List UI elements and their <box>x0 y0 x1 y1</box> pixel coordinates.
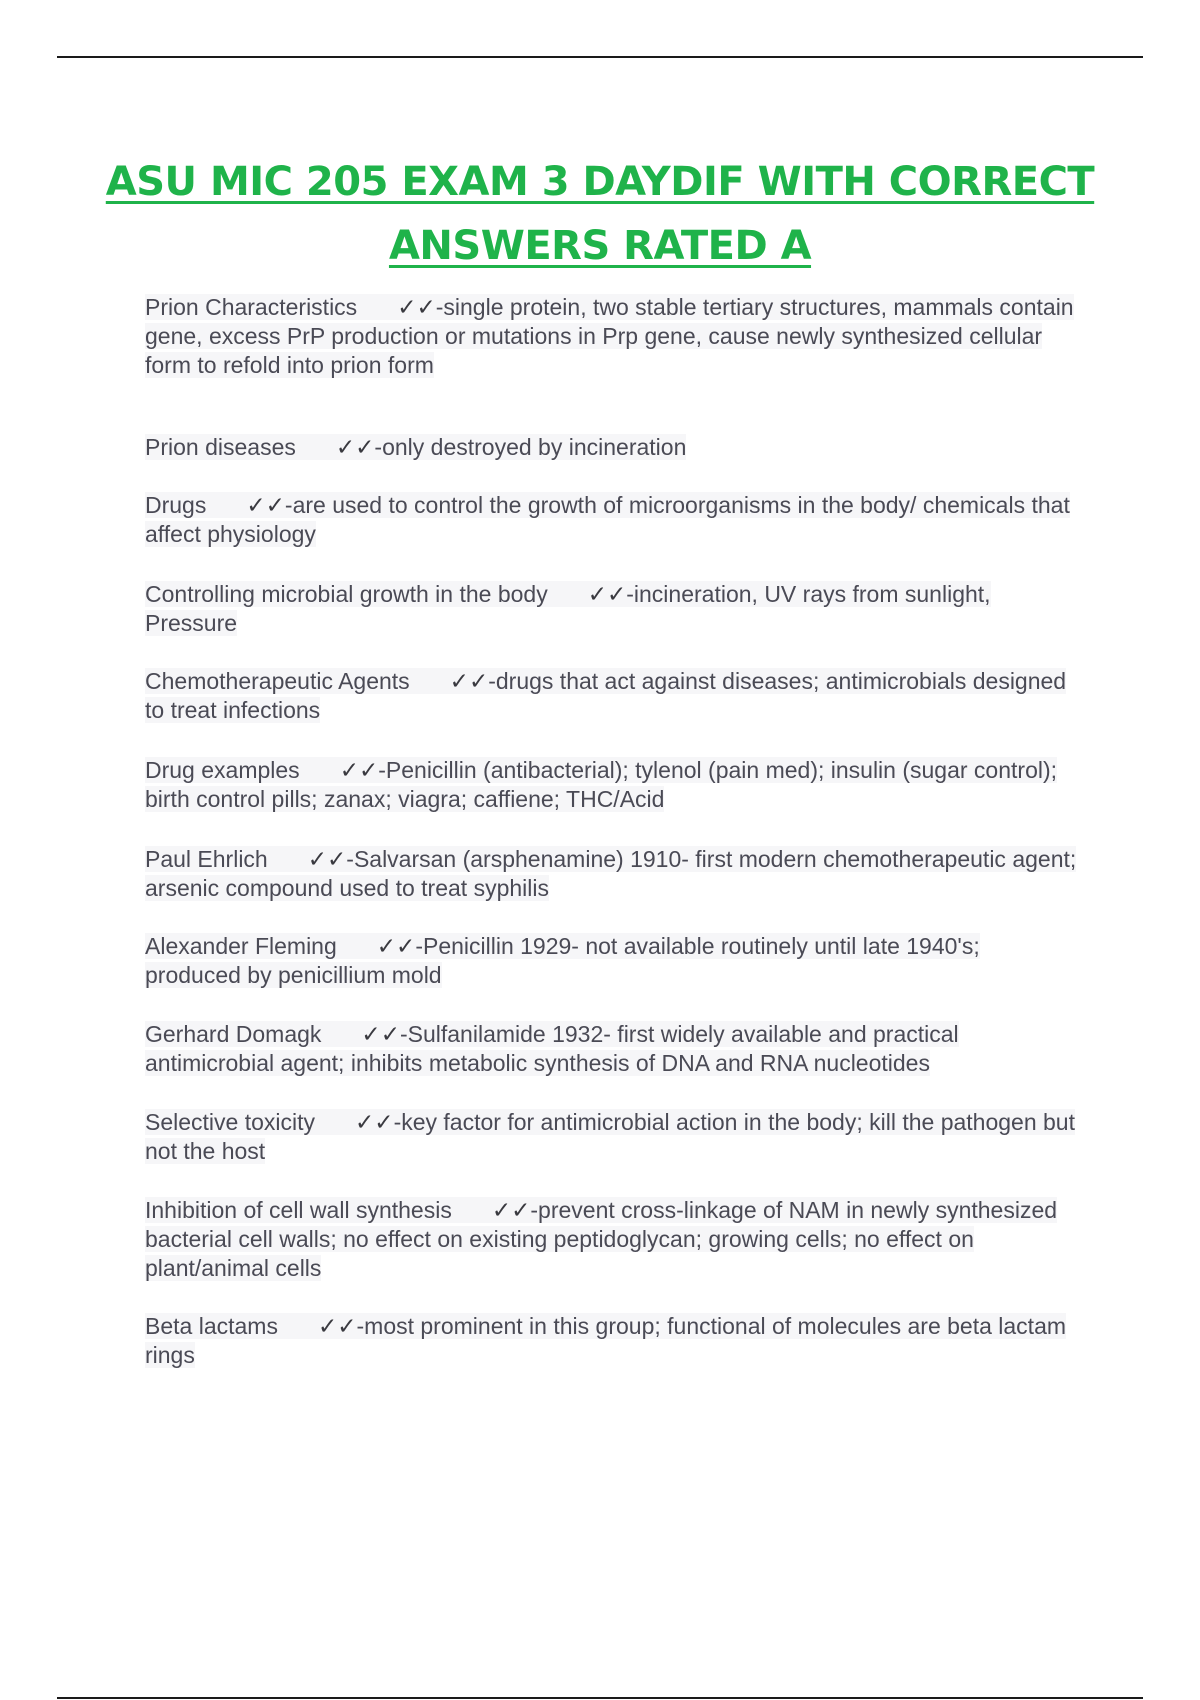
check-mark-icon: ✓✓ <box>355 1109 394 1135</box>
entry-gerhard-domagk <box>145 1020 1080 1078</box>
entry-answer: -only destroyed by incineration <box>374 434 687 460</box>
check-mark-icon: ✓✓ <box>339 757 379 783</box>
entry-term: Selective toxicity <box>145 1109 316 1135</box>
entry-alexander-fleming <box>145 932 1080 990</box>
title-line-2: ANSWERS RATED A <box>388 223 812 269</box>
entry-answer: -key factor for antimicrobial action in the body; kill the pathogen but not the host <box>145 1109 1075 1164</box>
check-mark-icon: ✓✓ <box>246 492 285 518</box>
entry-chemotherapeutic-agents <box>145 667 1080 725</box>
check-mark-icon: ✓✓ <box>491 1197 531 1223</box>
entry-answer: -Penicillin (antibacterial); tylenol (pain med); insulin (sugar control); birth control pills; zanax; viagra; caffiene; THC/Acid <box>145 757 1058 812</box>
entry-answer: -prevent cross-linkage of NAM in newly synthesized bacterial cell walls; no effect on existing peptidoglycan; growing cells; no effect on plant/animal cells <box>145 1197 1058 1281</box>
entry-term: Drug examples <box>145 757 300 783</box>
bottom-rule <box>57 1697 1143 1699</box>
entry-term: Beta lactams <box>145 1313 278 1339</box>
entry-controlling-microbial-growth <box>145 580 1080 638</box>
page-title <box>100 150 1100 278</box>
entry-term: Inhibition of cell wall synthesis <box>145 1197 452 1223</box>
entry-paul-ehrlich <box>145 845 1080 903</box>
check-mark-icon: ✓✓ <box>317 1313 357 1339</box>
check-mark-icon: ✓✓ <box>449 668 489 694</box>
entry-term: Controlling microbial growth in the body <box>145 581 548 607</box>
entry-drug-examples <box>145 756 1080 814</box>
entry-answer: -drugs that act against diseases; antimicrobials designed to treat infections <box>145 668 1067 723</box>
entry-answer: -Salvarsan (arsphenamine) 1910- first modern chemotherapeutic agent; arsenic compound used to treat syphilis <box>145 846 1077 901</box>
check-mark-icon: ✓✓ <box>587 581 627 607</box>
check-mark-icon: ✓✓ <box>361 1021 400 1047</box>
entry-answer: -Penicillin 1929- not available routinely until late 1940's; produced by penicillium mold <box>145 933 980 988</box>
entry-term: Alexander Fleming <box>145 933 337 959</box>
entry-drugs <box>145 491 1080 549</box>
entry-answer: -most prominent in this group; functional of molecules are beta lactam rings <box>145 1313 1067 1368</box>
entry-term: Prion diseases <box>145 434 296 460</box>
entry-prion-diseases <box>145 433 1080 462</box>
entry-beta-lactams <box>145 1312 1080 1370</box>
check-mark-icon: ✓✓ <box>307 846 347 872</box>
entry-term: Paul Ehrlich <box>145 846 268 872</box>
entry-answer: -single protein, two stable tertiary structures, mammals contain gene, excess PrP production or mutations in Prp gene, cause newly synthesized cellular form to refold into prion form <box>145 294 1074 378</box>
entry-answer: -are used to control the growth of microorganisms in the body/ chemicals that affect physiology <box>145 492 1070 547</box>
title-line-1: ASU MIC 205 EXAM 3 DAYDIF WITH CORRECT <box>105 159 1095 205</box>
entry-term: Prion Characteristics <box>145 294 358 320</box>
entry-answer: -Sulfanilamide 1932- first widely available and practical antimicrobial agent; inhibits metabolic synthesis of DNA and RNA nucleotides <box>145 1021 959 1076</box>
entry-term: Drugs <box>145 492 207 518</box>
top-rule <box>57 56 1143 58</box>
check-mark-icon: ✓✓ <box>397 294 436 320</box>
entry-selective-toxicity <box>145 1108 1080 1166</box>
check-mark-icon: ✓✓ <box>335 434 375 460</box>
entry-term: Chemotherapeutic Agents <box>145 668 410 694</box>
entry-prion-characteristics <box>145 293 1080 380</box>
entry-inhibition-cell-wall-synthesis <box>145 1196 1080 1283</box>
check-mark-icon: ✓✓ <box>376 933 416 959</box>
entry-term: Gerhard Domagk <box>145 1021 322 1047</box>
entry-answer: -incineration, UV rays from sunlight, Pressure <box>145 581 991 636</box>
